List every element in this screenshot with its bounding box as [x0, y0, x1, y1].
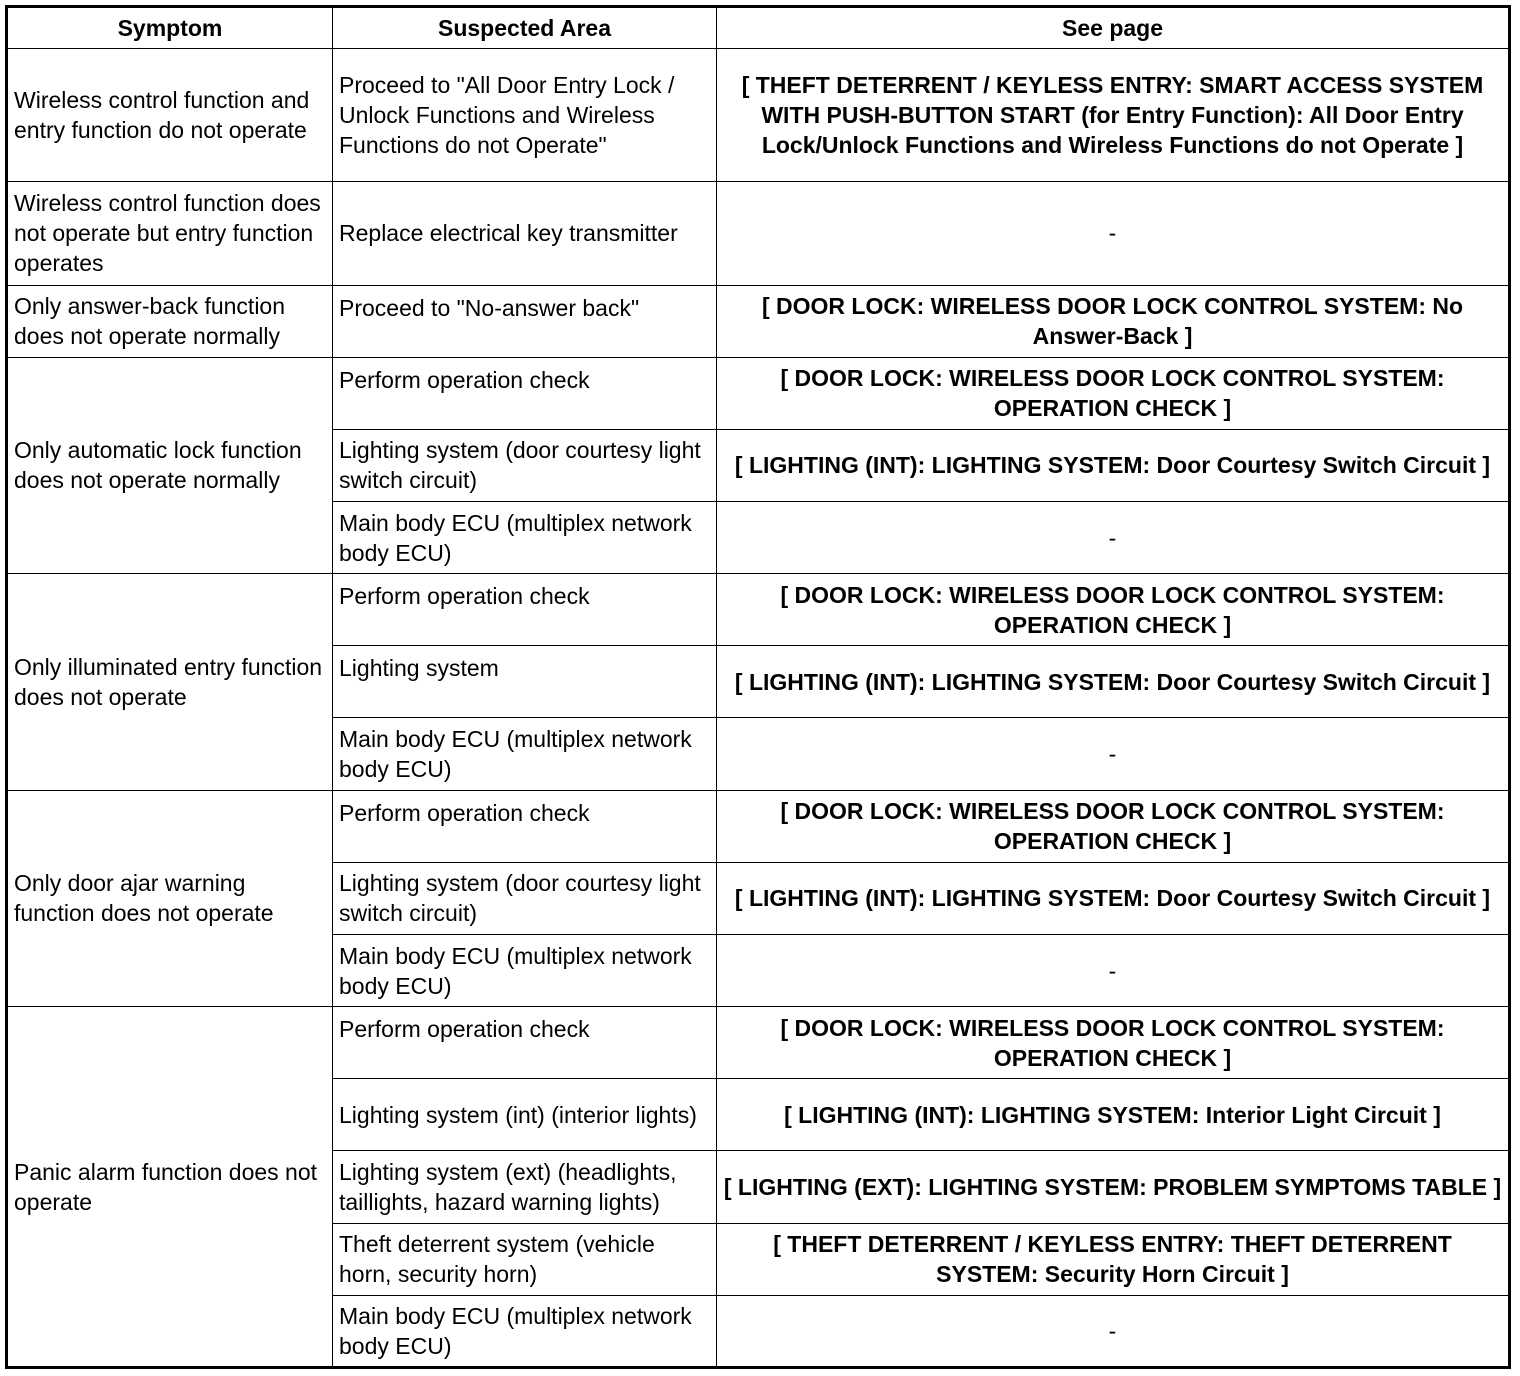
suspected-area-cell: Lighting system (door courtesy light switch circuit)	[333, 429, 717, 501]
suspected-area-cell: Main body ECU (multiplex network body ECU)	[333, 934, 717, 1006]
see-page-cell: [ LIGHTING (EXT): LIGHTING SYSTEM: PROBLEM SYMPTOMS TABLE ]	[717, 1151, 1510, 1223]
see-page-cell: [ LIGHTING (INT): LIGHTING SYSTEM: Door Courtesy Switch Circuit ]	[717, 646, 1510, 718]
see-page-cell: [ DOOR LOCK: WIRELESS DOOR LOCK CONTROL SYSTEM: OPERATION CHECK ]	[717, 790, 1510, 862]
see-page-cell: -	[717, 182, 1510, 285]
see-page-cell: [ THEFT DETERRENT / KEYLESS ENTRY: SMART ACCESS SYSTEM WITH PUSH-BUTTON START (for Entry Function): All Door Entry Lock/Unlock Functions and Wireless Functions do not Operate ]	[717, 49, 1510, 182]
symptom-cell: Only door ajar warning function does not operate	[7, 790, 333, 1006]
header-see-page: See page	[717, 7, 1510, 49]
suspected-area-cell: Lighting system (door courtesy light switch circuit)	[333, 862, 717, 934]
suspected-area-cell: Main body ECU (multiplex network body ECU)	[333, 718, 717, 790]
suspected-area-cell: Proceed to "All Door Entry Lock / Unlock Functions and Wireless Functions do not Operate"	[333, 49, 717, 182]
table-row	[7, 182, 1510, 285]
see-page-cell: [ THEFT DETERRENT / KEYLESS ENTRY: THEFT DETERRENT SYSTEM: Security Horn Circuit ]	[717, 1223, 1510, 1295]
suspected-area-cell: Perform operation check	[333, 790, 717, 862]
suspected-area-cell: Perform operation check	[333, 574, 717, 646]
table-header-row	[7, 7, 1510, 49]
see-page-cell: -	[717, 502, 1510, 574]
see-page-cell: -	[717, 1295, 1510, 1367]
suspected-area-cell: Main body ECU (multiplex network body ECU)	[333, 1295, 717, 1367]
table-row	[7, 49, 1510, 182]
suspected-area-cell: Replace electrical key transmitter	[333, 182, 717, 285]
symptom-cell: Only answer-back function does not operate normally	[7, 285, 333, 357]
suspected-area-cell: Proceed to "No-answer back"	[333, 285, 717, 357]
suspected-area-cell: Lighting system (int) (interior lights)	[333, 1079, 717, 1151]
table-row	[7, 790, 1510, 862]
table-row	[7, 574, 1510, 646]
symptom-cell: Only automatic lock function does not operate normally	[7, 357, 333, 573]
see-page-cell: [ DOOR LOCK: WIRELESS DOOR LOCK CONTROL SYSTEM: OPERATION CHECK ]	[717, 574, 1510, 646]
header-suspected-area: Suspected Area	[333, 7, 717, 49]
suspected-area-cell: Lighting system (ext) (headlights, taillights, hazard warning lights)	[333, 1151, 717, 1223]
suspected-area-cell: Perform operation check	[333, 1007, 717, 1079]
symptom-cell: Panic alarm function does not operate	[7, 1007, 333, 1368]
symptom-cell: Wireless control function does not operate but entry function operates	[7, 182, 333, 285]
see-page-cell: [ DOOR LOCK: WIRELESS DOOR LOCK CONTROL SYSTEM: No Answer-Back ]	[717, 285, 1510, 357]
suspected-area-cell: Lighting system	[333, 646, 717, 718]
table-row	[7, 1007, 1510, 1079]
suspected-area-cell: Main body ECU (multiplex network body ECU)	[333, 502, 717, 574]
problem-symptoms-table	[5, 5, 1511, 1369]
suspected-area-cell: Perform operation check	[333, 357, 717, 429]
symptom-cell: Wireless control function and entry function do not operate	[7, 49, 333, 182]
symptom-cell: Only illuminated entry function does not operate	[7, 574, 333, 790]
header-symptom: Symptom	[7, 7, 333, 49]
suspected-area-cell: Theft deterrent system (vehicle horn, security horn)	[333, 1223, 717, 1295]
see-page-cell: [ LIGHTING (INT): LIGHTING SYSTEM: Door Courtesy Switch Circuit ]	[717, 429, 1510, 501]
see-page-cell: [ LIGHTING (INT): LIGHTING SYSTEM: Interior Light Circuit ]	[717, 1079, 1510, 1151]
table-row	[7, 357, 1510, 429]
see-page-cell: -	[717, 718, 1510, 790]
see-page-cell: [ DOOR LOCK: WIRELESS DOOR LOCK CONTROL SYSTEM: OPERATION CHECK ]	[717, 1007, 1510, 1079]
see-page-cell: [ LIGHTING (INT): LIGHTING SYSTEM: Door Courtesy Switch Circuit ]	[717, 862, 1510, 934]
see-page-cell: [ DOOR LOCK: WIRELESS DOOR LOCK CONTROL SYSTEM: OPERATION CHECK ]	[717, 357, 1510, 429]
table-row	[7, 285, 1510, 357]
see-page-cell: -	[717, 934, 1510, 1006]
